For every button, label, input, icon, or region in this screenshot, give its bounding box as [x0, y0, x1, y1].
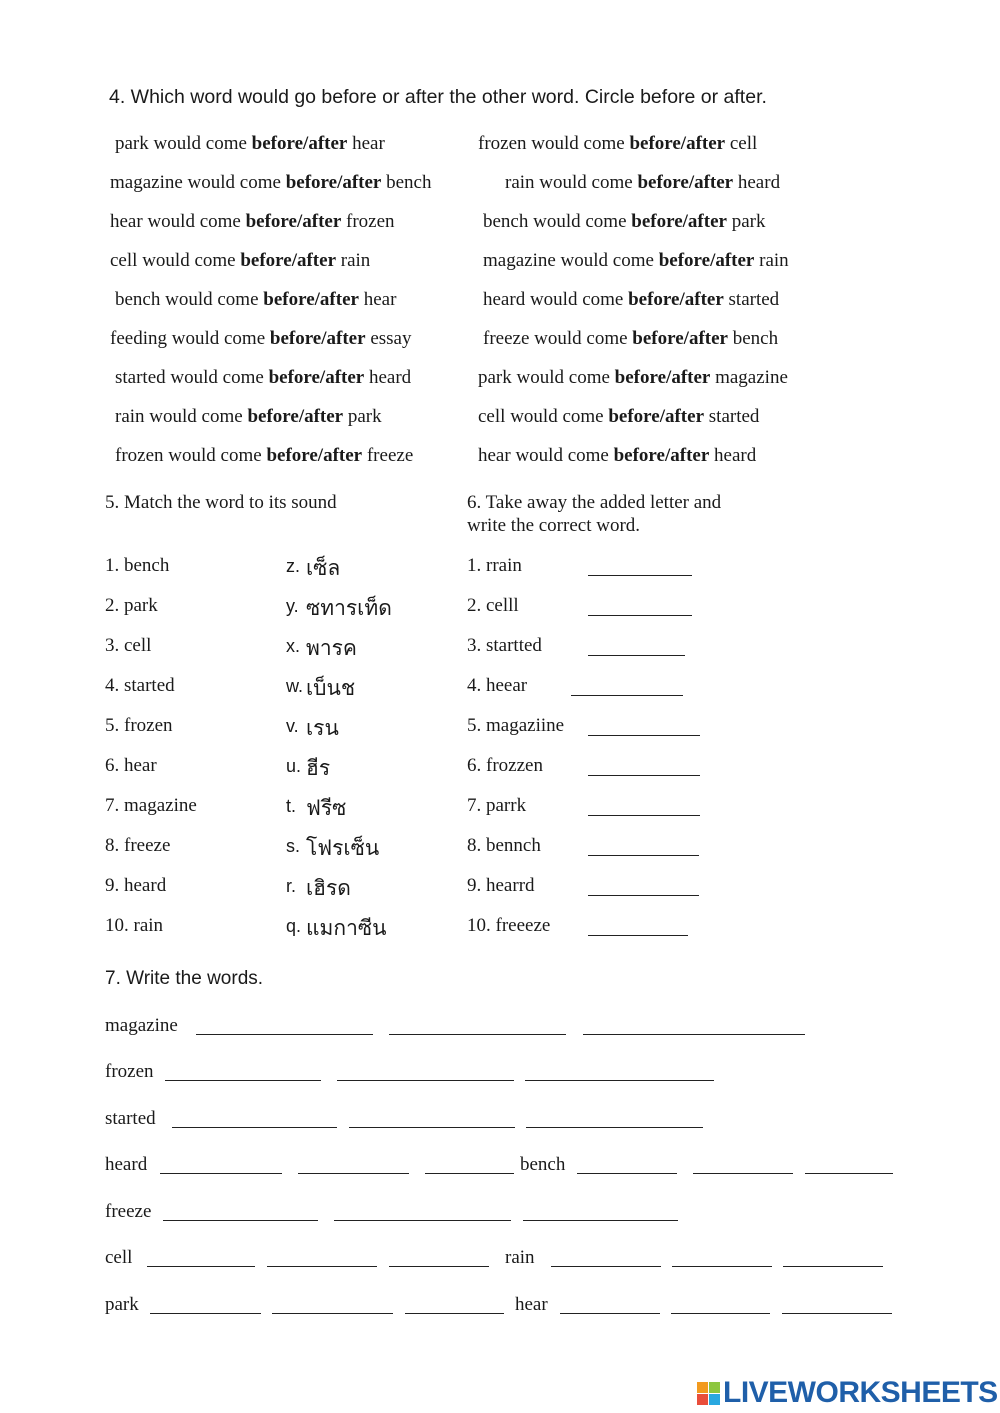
q5-sound-letter: x. — [286, 636, 301, 656]
q5-word: 6. hear — [105, 755, 157, 776]
q5-sound-thai[interactable]: ฟรีซ — [306, 797, 347, 820]
before-choice[interactable]: before — [245, 211, 297, 232]
before-choice[interactable]: before — [608, 406, 660, 427]
answer-line[interactable] — [267, 1266, 377, 1267]
answer-blank[interactable] — [588, 615, 692, 616]
q6-misspelled-word: 10. freeeze — [467, 915, 551, 936]
before-choice[interactable]: before — [631, 211, 683, 232]
q4-item — [115, 367, 411, 389]
answer-line[interactable] — [672, 1266, 772, 1267]
q5-sound-letter: u. — [286, 756, 302, 776]
q4-item — [483, 289, 779, 311]
choice-slash: / — [296, 211, 303, 232]
q7-word-heard: heard — [105, 1154, 148, 1175]
q4-word-a: hear — [478, 445, 511, 466]
q4-would-come: would come — [510, 445, 614, 466]
q4-word-a: feeding — [110, 328, 167, 349]
q5-word: 2. park — [105, 595, 158, 616]
q4-word-a: hear — [110, 211, 143, 232]
answer-line[interactable] — [172, 1127, 337, 1128]
q4-item — [115, 289, 396, 311]
q4-word-b: essay — [370, 328, 412, 349]
before-choice[interactable]: before — [614, 367, 667, 388]
before-choice[interactable]: before — [269, 328, 322, 349]
after-choice[interactable]: after — [325, 367, 365, 388]
q5-sound-letter: t. — [286, 796, 297, 816]
answer-line[interactable] — [405, 1313, 504, 1314]
q4-word-b: park — [731, 211, 766, 232]
before-choice[interactable]: before — [285, 172, 338, 193]
q4-item — [110, 328, 411, 350]
answer-line[interactable] — [337, 1080, 514, 1081]
q4-word-b: frozen — [346, 211, 395, 232]
after-choice[interactable]: after — [342, 172, 382, 193]
answer-blank[interactable] — [588, 735, 700, 736]
answer-line[interactable] — [334, 1220, 511, 1221]
choice-slash: / — [664, 445, 671, 466]
q4-heading: 4. Which word would go before or after the other word. Circle before or after. — [109, 86, 767, 108]
choice-slash: / — [321, 328, 327, 349]
choice-slash: / — [291, 250, 297, 271]
answer-line[interactable] — [272, 1313, 393, 1314]
answer-line[interactable] — [523, 1220, 678, 1221]
answer-line[interactable] — [551, 1266, 661, 1267]
q4-word-a: freeze — [483, 328, 530, 349]
q6-misspelled-word: 8. bennch — [467, 835, 541, 856]
q7-word-magazine: magazine — [105, 1015, 178, 1036]
q4-word-b: started — [728, 289, 780, 310]
before-choice[interactable]: before — [658, 250, 711, 271]
after-choice[interactable]: after — [684, 289, 724, 310]
q4-item — [115, 133, 385, 155]
q4-would-come: would come — [526, 133, 630, 154]
answer-line[interactable] — [349, 1127, 515, 1128]
q4-word-a: bench — [483, 211, 529, 232]
q4-word-b: started — [708, 406, 760, 427]
q4-would-come: would come — [529, 328, 633, 349]
answer-line[interactable] — [389, 1034, 566, 1035]
q7-heading: 7. Write the words. — [105, 968, 264, 989]
q5-word: 5. frozen — [105, 715, 173, 736]
q6-misspelled-word: 6. frozzen — [467, 755, 543, 776]
q4-would-come: would come — [505, 406, 609, 427]
after-choice[interactable]: after — [323, 445, 363, 466]
q6-misspelled-word: 9. hearrd — [467, 875, 535, 896]
q7-word-cell: cell — [105, 1247, 133, 1268]
answer-line[interactable] — [389, 1266, 489, 1267]
logo-blocks-icon — [697, 1382, 720, 1405]
after-choice[interactable]: after — [688, 328, 728, 349]
q4-item — [478, 445, 756, 467]
choice-slash: / — [710, 250, 716, 271]
q7-word-frozen: frozen — [105, 1061, 154, 1082]
q4-word-a: cell — [110, 250, 138, 271]
answer-line[interactable] — [805, 1173, 893, 1174]
q5-sound-letter: q. — [286, 916, 302, 936]
choice-slash: / — [666, 367, 672, 388]
q4-would-come: would come — [148, 133, 252, 154]
before-choice[interactable]: before — [629, 133, 681, 154]
answer-line[interactable] — [150, 1313, 261, 1314]
q5-sound-letter: s. — [286, 836, 301, 856]
before-choice[interactable]: before — [251, 133, 304, 154]
answer-blank[interactable] — [571, 695, 683, 696]
before-choice[interactable]: before — [632, 328, 684, 349]
answer-line[interactable] — [783, 1266, 883, 1267]
choice-slash: / — [298, 406, 305, 427]
answer-blank[interactable] — [588, 855, 699, 856]
q4-item — [110, 172, 432, 194]
q4-word-a: magazine — [110, 172, 183, 193]
q4-would-come: would come — [182, 172, 286, 193]
choice-slash: / — [682, 211, 688, 232]
q6-heading-line1: 6. Take away the added letter and — [467, 492, 722, 513]
answer-line[interactable] — [526, 1127, 703, 1128]
answer-line[interactable] — [693, 1173, 793, 1174]
after-choice[interactable]: after — [715, 250, 755, 271]
answer-line[interactable] — [160, 1173, 282, 1174]
after-choice[interactable]: after — [296, 250, 337, 271]
q5-sound-thai[interactable]: ซทารเท็ด — [306, 597, 392, 620]
q6-heading-line2: write the correct word. — [467, 515, 641, 536]
before-choice[interactable]: before — [628, 289, 680, 310]
q5-sound-letter: v. — [286, 716, 299, 736]
after-choice[interactable]: after — [686, 133, 726, 154]
answer-line[interactable] — [147, 1266, 255, 1267]
choice-slash: / — [317, 445, 324, 466]
q5-sound-letter: z. — [286, 556, 301, 576]
before-choice[interactable]: before — [266, 445, 318, 466]
choice-slash: / — [303, 133, 309, 154]
q4-would-come: would come — [525, 289, 629, 310]
q5-sound-thai[interactable]: แมกาซีน — [306, 917, 387, 940]
q4-word-b: heard — [368, 367, 412, 388]
q5-word: 7. magazine — [105, 795, 197, 816]
answer-line[interactable] — [165, 1080, 321, 1081]
before-choice[interactable]: before — [268, 367, 320, 388]
after-choice[interactable]: after — [687, 211, 727, 232]
after-choice[interactable]: after — [319, 289, 359, 310]
q4-word-b: rain — [759, 250, 789, 271]
after-choice[interactable]: after — [302, 211, 342, 232]
logo-text: LIVEWORKSHEETS — [723, 1376, 998, 1409]
answer-line[interactable] — [560, 1313, 660, 1314]
choice-slash: / — [314, 289, 320, 310]
q6-misspelled-word: 2. celll — [467, 595, 519, 616]
answer-line[interactable] — [583, 1034, 805, 1035]
answer-line[interactable] — [298, 1173, 409, 1174]
answer-blank[interactable] — [588, 775, 700, 776]
q5-sound-letter: y. — [286, 596, 299, 616]
q6-misspelled-word: 5. magaziine — [467, 715, 565, 736]
q4-word-b: heard — [737, 172, 781, 193]
after-choice[interactable]: after — [326, 328, 366, 349]
answer-line[interactable] — [671, 1313, 770, 1314]
q5-sound-thai[interactable]: เบ็นช — [306, 677, 356, 700]
answer-line[interactable] — [196, 1034, 373, 1035]
q5-word: 4. started — [105, 675, 175, 696]
q4-item — [478, 406, 759, 428]
choice-slash: / — [683, 328, 689, 349]
before-choice[interactable]: before — [263, 289, 315, 310]
q7-word-park: park — [105, 1294, 139, 1315]
choice-slash: / — [319, 367, 326, 388]
liveworksheets-logo[interactable] — [697, 1376, 998, 1410]
q4-word-b: bench — [386, 172, 432, 193]
q4-would-come: would come — [166, 328, 270, 349]
after-choice[interactable]: after — [694, 172, 734, 193]
q5-word: 9. heard — [105, 875, 167, 896]
q4-item — [483, 250, 789, 272]
q5-sound-letter: w. — [286, 676, 304, 696]
answer-blank[interactable] — [588, 815, 700, 816]
q4-word-b: cell — [729, 133, 758, 154]
q4-word-a: started — [115, 367, 166, 388]
q4-item — [110, 250, 370, 272]
answer-line[interactable] — [425, 1173, 514, 1174]
q4-item — [483, 211, 765, 233]
q4-word-a: park — [478, 367, 512, 388]
answer-blank[interactable] — [588, 935, 688, 936]
after-choice[interactable]: after — [671, 367, 711, 388]
answer-blank[interactable] — [588, 655, 685, 656]
q4-word-b: hear — [352, 133, 385, 154]
answer-blank[interactable] — [588, 895, 699, 896]
after-choice[interactable]: after — [308, 133, 348, 154]
q4-word-a: rain — [115, 406, 145, 427]
before-choice[interactable]: before — [637, 172, 689, 193]
q4-item — [110, 211, 395, 233]
q4-would-come: would come — [555, 250, 659, 271]
q4-word-b: rain — [340, 250, 371, 271]
before-choice[interactable]: before — [240, 250, 292, 271]
q4-word-b: magazine — [715, 367, 788, 388]
after-choice[interactable]: after — [664, 406, 705, 427]
q5-sound-thai[interactable]: เฮิรด — [306, 877, 351, 900]
q4-would-come: would come — [534, 172, 638, 193]
q7-word-freeze: freeze — [105, 1201, 152, 1222]
q4-word-a: rain — [505, 172, 535, 193]
q6-misspelled-word: 4. heear — [467, 675, 528, 696]
q4-would-come: would come — [137, 250, 241, 271]
q4-item — [478, 133, 757, 155]
q4-item — [115, 406, 382, 428]
q4-word-a: bench — [115, 289, 161, 310]
q5-sound-thai[interactable]: เรน — [306, 717, 339, 740]
q5-sound-thai[interactable]: พารค — [306, 637, 357, 660]
answer-line[interactable] — [782, 1313, 892, 1314]
choice-slash: / — [659, 406, 665, 427]
answer-line[interactable] — [163, 1220, 318, 1221]
q7-word-bench: bench — [520, 1154, 566, 1175]
q7-word-started: started — [105, 1108, 156, 1129]
q4-would-come: would come — [160, 289, 264, 310]
q7-word-hear: hear — [515, 1294, 548, 1315]
after-choice[interactable]: after — [304, 406, 344, 427]
q4-would-come: would come — [528, 211, 632, 232]
q5-heading: 5. Match the word to its sound — [105, 492, 337, 513]
q6-misspelled-word: 1. rrain — [467, 555, 522, 576]
q4-word-b: park — [347, 406, 382, 427]
q7-word-rain: rain — [505, 1247, 535, 1268]
q4-word-a: cell — [478, 406, 506, 427]
before-choice[interactable]: before — [247, 406, 299, 427]
q4-word-b: hear — [363, 289, 397, 310]
q5-word: 1. bench — [105, 555, 170, 576]
q4-item — [115, 445, 413, 467]
q4-would-come: would come — [511, 367, 615, 388]
q4-would-come: would come — [165, 367, 269, 388]
q4-item — [478, 367, 788, 389]
q4-item — [505, 172, 780, 194]
q5-word: 3. cell — [105, 635, 152, 656]
q4-word-a: magazine — [483, 250, 556, 271]
q4-would-come: would come — [142, 211, 246, 232]
answer-blank[interactable] — [588, 575, 692, 576]
q4-would-come: would come — [144, 406, 248, 427]
before-choice[interactable]: before — [613, 445, 665, 466]
after-choice[interactable]: after — [670, 445, 710, 466]
q4-word-a: heard — [483, 289, 526, 310]
q6-misspelled-word: 7. parrk — [467, 795, 527, 816]
q6-misspelled-word: 3. startted — [467, 635, 542, 656]
answer-line[interactable] — [525, 1080, 714, 1081]
choice-slash: / — [680, 133, 687, 154]
q4-word-a: park — [115, 133, 149, 154]
q4-word-b: heard — [714, 445, 757, 466]
answer-line[interactable] — [577, 1173, 677, 1174]
q4-word-b: freeze — [366, 445, 414, 466]
q5-word: 10. rain — [105, 915, 164, 936]
q5-sound-letter: r. — [286, 876, 297, 896]
q4-word-a: frozen — [115, 445, 164, 466]
q4-would-come: would come — [163, 445, 267, 466]
q4-item — [483, 328, 778, 350]
q4-word-b: bench — [732, 328, 779, 349]
choice-slash: / — [337, 172, 343, 193]
q5-word: 8. freeze — [105, 835, 171, 856]
q5-sound-thai[interactable]: ฮีร — [306, 757, 331, 780]
choice-slash: / — [679, 289, 685, 310]
q5-sound-thai[interactable]: โฟรเซ็น — [306, 837, 380, 860]
q4-word-a: frozen — [478, 133, 527, 154]
choice-slash: / — [688, 172, 695, 193]
q5-sound-thai[interactable]: เซ็ล — [306, 557, 341, 580]
